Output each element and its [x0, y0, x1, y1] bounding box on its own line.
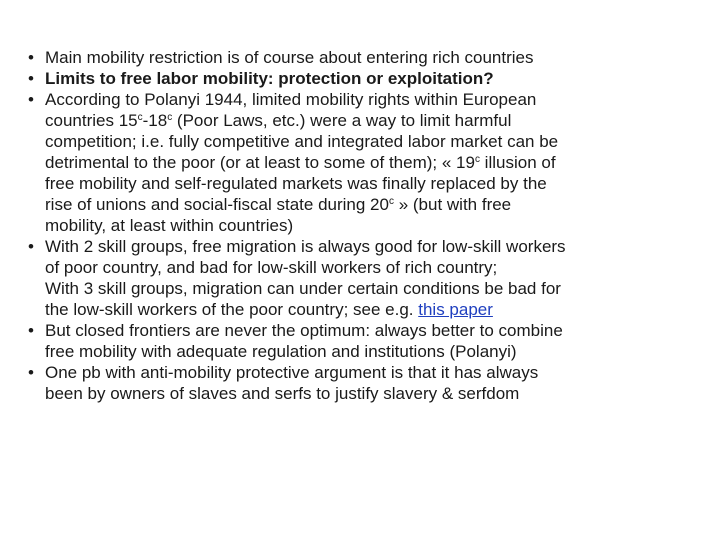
bullet-point-icon: • — [28, 363, 34, 382]
superscript: c — [474, 154, 480, 165]
text-segment: -18 — [142, 111, 168, 130]
bullet-text-line: With 2 skill groups, free migration is always good for low-skill workers — [45, 237, 566, 256]
bullet-text-line: With 3 skill groups, migration can under certain conditions be bad for — [45, 279, 561, 298]
bullet-text-line: free mobility and self-regulated markets was finally replaced by the — [45, 174, 547, 193]
this-paper-link[interactable]: this paper — [418, 300, 493, 319]
bullet-text: Main mobility restriction is of course about entering rich countries — [45, 48, 534, 67]
text-segment: countries 15 — [45, 111, 138, 130]
bullet-point-icon: • — [28, 69, 34, 88]
superscript: c — [137, 112, 143, 123]
text-segment: » (but with free — [393, 195, 512, 214]
bullet-item-skill-groups — [28, 236, 700, 320]
bullet-text-line: But closed frontiers are never the optimum: always better to combine — [45, 321, 563, 340]
bullet-text-line: mobility, at least within countries) — [45, 216, 294, 235]
bullet-point-icon: • — [28, 48, 34, 67]
bullet-point-icon: • — [28, 321, 34, 340]
bullet-item-entering-rich-countries — [28, 47, 700, 68]
bullet-text-line: competition; i.e. fully competitive and integrated labor market can be — [45, 132, 559, 151]
superscript: c — [388, 196, 394, 207]
bullet-item-polanyi — [28, 89, 700, 236]
bullet-text-line: One pb with anti-mobility protective argument is that it has always — [45, 363, 539, 382]
bullet-item-closed-frontiers — [28, 320, 700, 362]
text-segment: (Poor Laws, etc.) were a way to limit harmful — [172, 111, 512, 130]
bullet-text-line — [45, 194, 700, 215]
text-segment: illusion of — [479, 153, 556, 172]
bullet-list — [28, 47, 700, 404]
bullet-text-line — [45, 110, 700, 131]
bullet-text-line: According to Polanyi 1944, limited mobility rights within European — [45, 90, 537, 109]
bullet-text-line — [45, 152, 700, 173]
text-segment: detrimental to the poor (or at least to some of them); « 19 — [45, 153, 475, 172]
bullet-item-anti-mobility — [28, 362, 700, 404]
bullet-text-line — [45, 299, 700, 320]
bullet-text-line: of poor country, and bad for low-skill workers of rich country; — [45, 258, 498, 277]
bullet-point-icon: • — [28, 90, 34, 109]
bullet-text-line: free mobility with adequate regulation and institutions (Polanyi) — [45, 342, 517, 361]
text-segment: rise of unions and social-fiscal state during 20 — [45, 195, 389, 214]
bullet-point-icon: • — [28, 237, 34, 256]
bullet-text-line: been by owners of slaves and serfs to justify slavery & serfdom — [45, 384, 520, 403]
bullet-item-limits-labor-mobility — [28, 68, 700, 89]
superscript: c — [167, 112, 173, 123]
text-segment: the low-skill workers of the poor country; see e.g. — [45, 300, 419, 319]
bullet-text-bold: Limits to free labor mobility: protection or exploitation? — [45, 69, 494, 88]
